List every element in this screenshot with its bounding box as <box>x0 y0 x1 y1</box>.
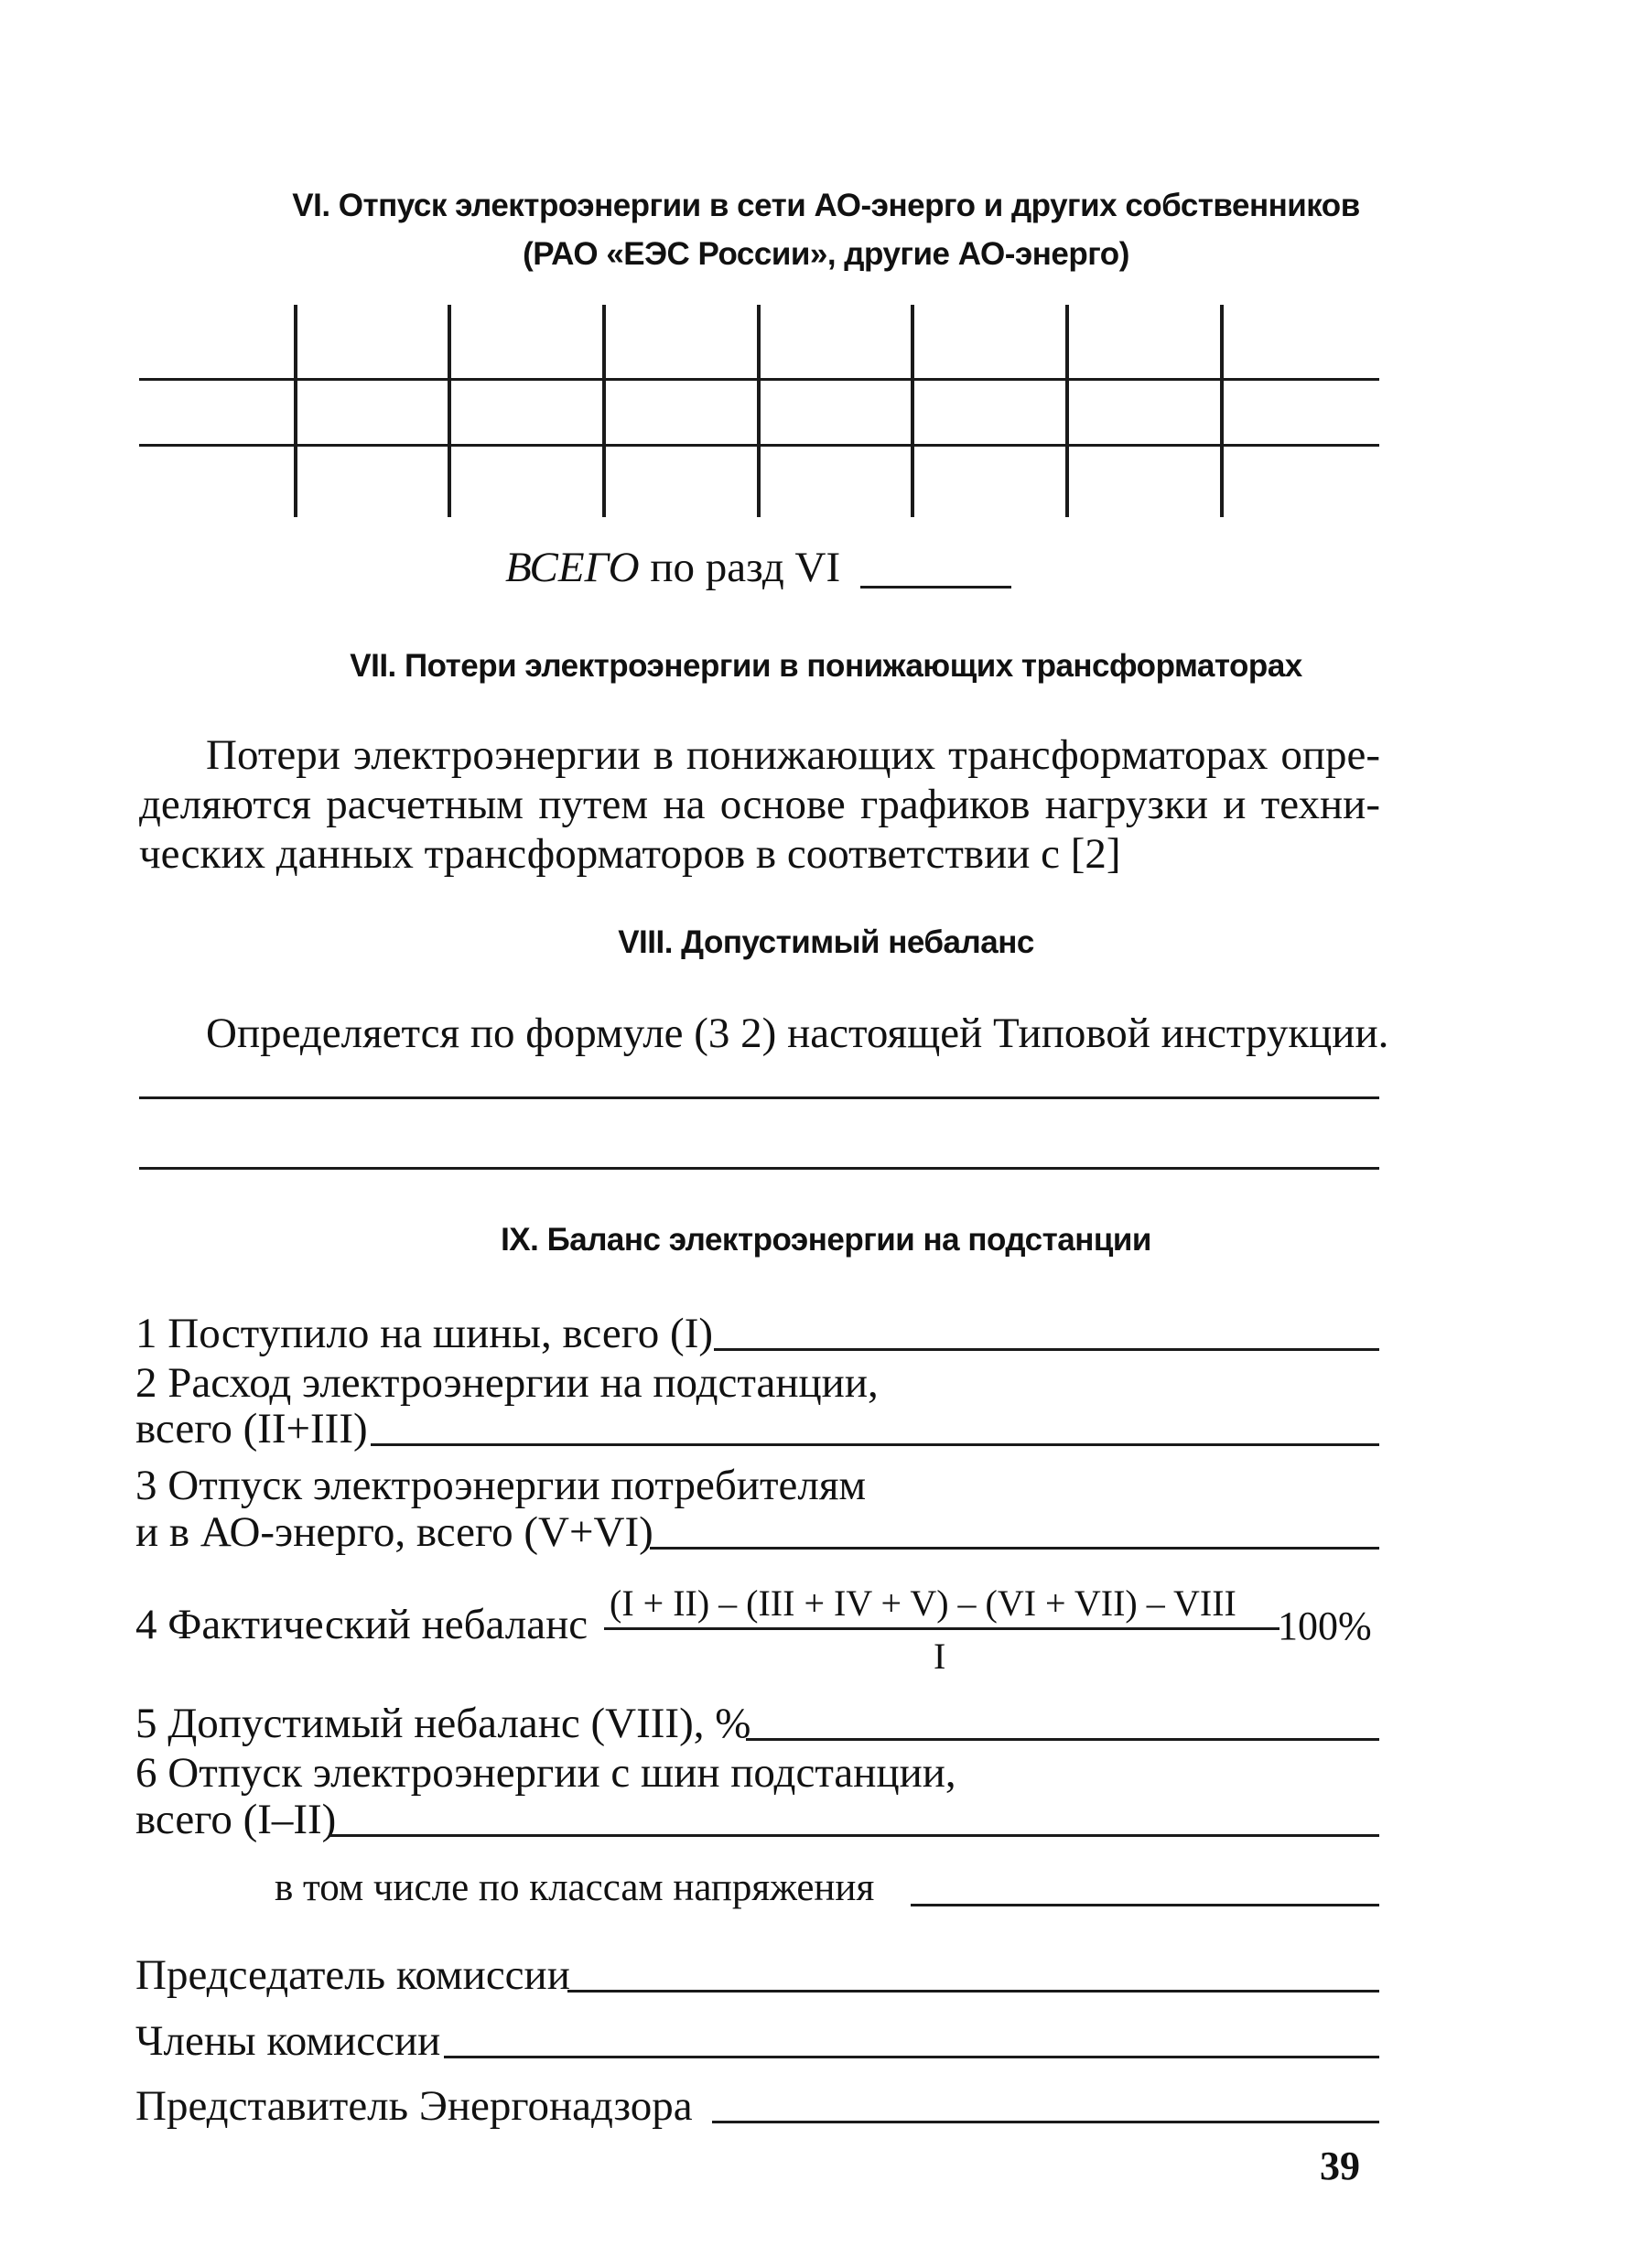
balance-item-3-line1: 3 Отпуск электроэнергии потребителям <box>135 1462 867 1509</box>
section-7-paragraph-line1: Потери электроэнергии в понижающих трансформаторах опре- <box>206 731 1380 779</box>
imbalance-formula-suffix: 100% <box>1278 1604 1372 1648</box>
imbalance-formula-fraction-bar <box>604 1627 1279 1630</box>
balance-item-3-blank <box>650 1547 1379 1550</box>
section-7-paragraph-line3: ческих данных трансформаторов в соответствии с [2] <box>139 830 1121 878</box>
section-6-total <box>505 546 840 589</box>
signature-inspector-blank <box>712 2121 1379 2123</box>
balance-item-1: 1 Поступило на шины, всего (I) <box>135 1310 714 1357</box>
section-6-total-blank <box>860 586 1011 589</box>
section-6-heading-line2: (РАО «ЕЭС России», другие АО-энерго) <box>523 236 1129 272</box>
table-column-line <box>448 305 451 517</box>
balance-item-4-label: 4 Фактический небаланс <box>135 1601 588 1648</box>
balance-item-2-line1: 2 Расход электроэнергии на подстанции, <box>135 1359 879 1407</box>
balance-item-5-blank <box>746 1738 1379 1741</box>
balance-item-2-blank <box>371 1443 1379 1446</box>
total-italic-label: ВСЕГО <box>505 544 640 591</box>
section-8-blank-line <box>139 1167 1379 1170</box>
balance-item-6-line1: 6 Отпуск электроэнергии с шин подстанции, <box>135 1749 956 1797</box>
signature-chairman-label: Председатель комиссии <box>135 1951 570 1999</box>
table-column-line <box>1220 305 1224 517</box>
voltage-classes-blank <box>911 1904 1379 1906</box>
signature-inspector-label: Представитель Энергонадзора <box>135 2082 693 2130</box>
table-column-line <box>757 305 761 517</box>
table-column-line <box>294 305 297 517</box>
section-8-heading: VIII. Допустимый небаланс <box>618 924 1034 960</box>
balance-item-2-line2: всего (II+III) <box>135 1405 368 1453</box>
section-9-heading: IX. Баланс электроэнергии на подстанции <box>501 1222 1151 1258</box>
section-8-blank-line <box>139 1096 1379 1099</box>
balance-item-3-line2: и в АО-энерго, всего (V+VI) <box>135 1508 653 1556</box>
balance-item-6-line2: всего (I–II) <box>135 1796 337 1843</box>
imbalance-formula-numerator: (I + II) – (III + IV + V) – (VI + VII) – VIII <box>610 1582 1236 1624</box>
signature-members-label: Члены комиссии <box>135 2017 441 2065</box>
total-rest-label: по разд VI <box>650 544 841 591</box>
voltage-classes-label: в том числе по классам напряжения <box>275 1866 875 1909</box>
page-number: 39 <box>1320 2144 1360 2188</box>
section-6-heading-line1: VI. Отпуск электроэнергии в сети АО-энерго и других собственников <box>292 188 1360 223</box>
table-column-line <box>602 305 606 517</box>
signature-members-blank <box>444 2056 1379 2058</box>
section-7-paragraph-line2: деляются расчетным путем на основе графиков нагрузки и техни- <box>139 781 1380 828</box>
table-column-line <box>911 305 914 517</box>
balance-item-1-blank <box>714 1348 1379 1351</box>
section-8-paragraph: Определяется по формуле (3 2) настоящей Типовой инструкции. <box>206 1010 1389 1057</box>
table-column-line <box>1065 305 1069 517</box>
balance-item-6-blank <box>329 1834 1379 1837</box>
section-7-heading: VII. Потери электроэнергии в понижающих трансформаторах <box>350 648 1302 684</box>
balance-item-5: 5 Допустимый небаланс (VIII), % <box>135 1700 751 1747</box>
signature-chairman-blank <box>567 1990 1379 1993</box>
imbalance-formula-denominator: I <box>934 1636 946 1677</box>
